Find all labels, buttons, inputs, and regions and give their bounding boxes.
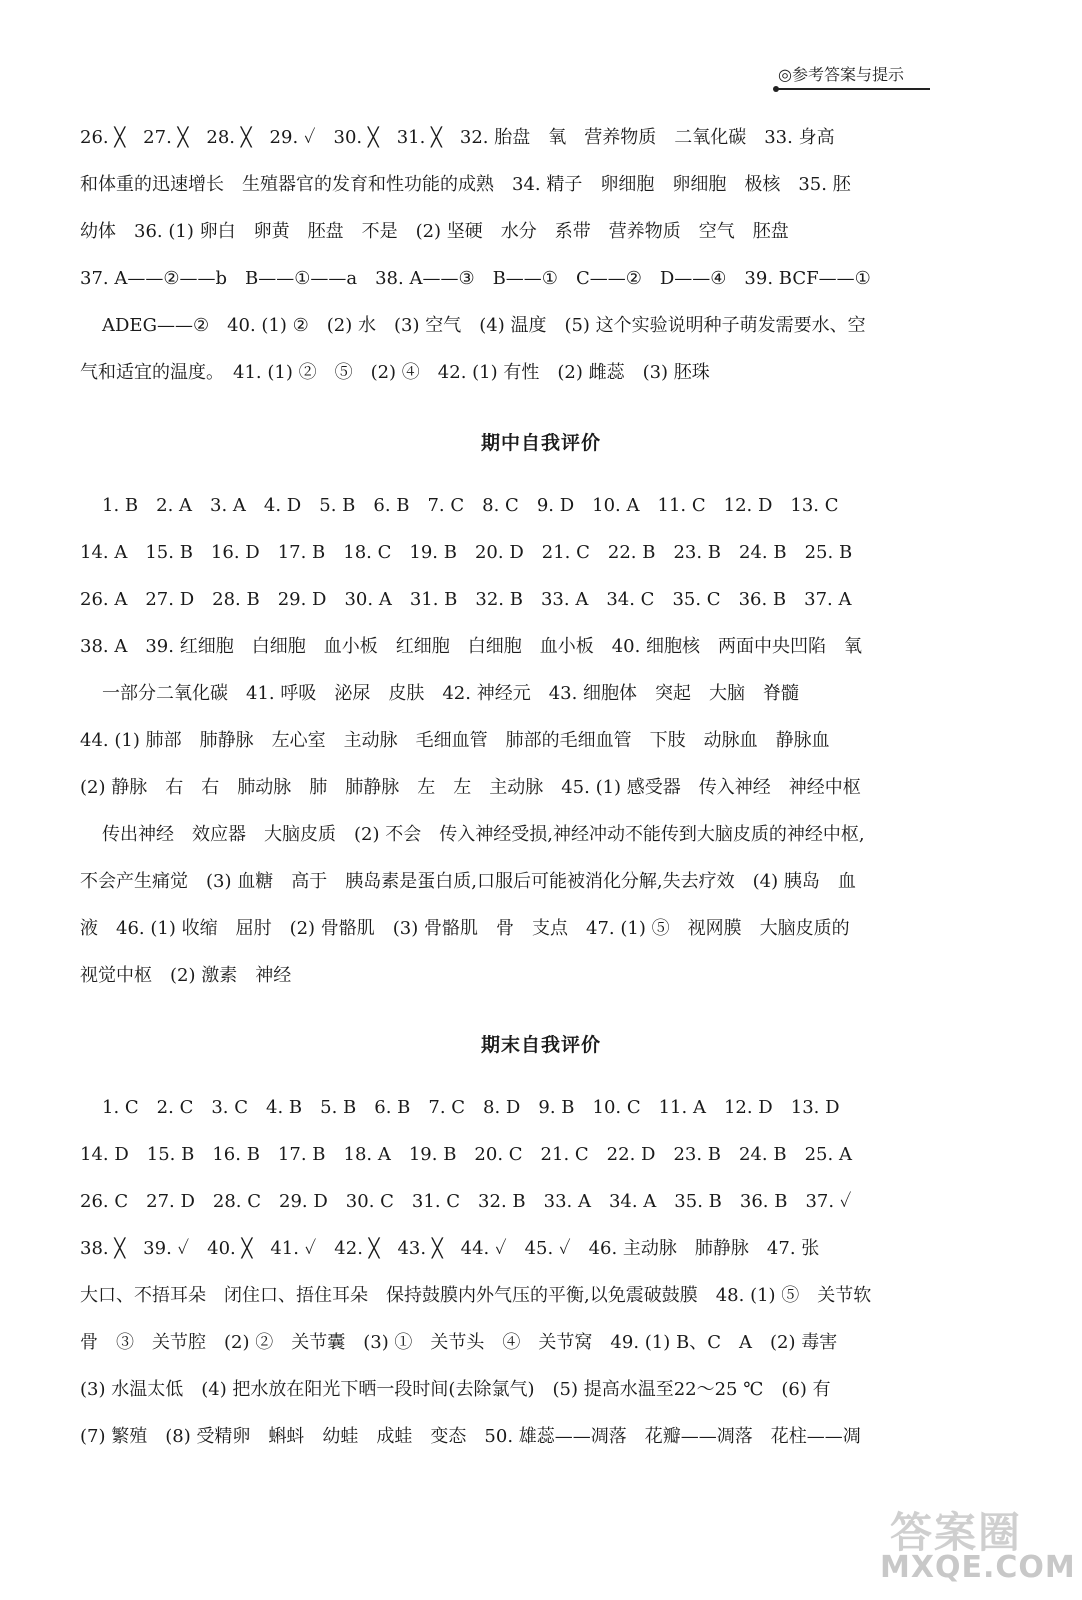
site-watermark — [880, 1500, 1076, 1590]
answer-line: 大口、不捂耳朵 闭住口、捂住耳朵 保持鼓膜内外气压的平衡,以免震破鼓膜 48. (1) ⑤ 关节软 — [80, 1285, 872, 1306]
answer-line: 44. (1) 肺部 肺静脉 左心室 主动脉 毛细血管 肺部的毛细血管 下肢 动脉血 静脉血 — [80, 730, 830, 751]
answer-line: 26. ╳ 27. ╳ 28. ╳ 29. ✓ 30. ╳ 31. ╳ 32. 胎盘 氧 营养物质 二氧化碳 33. 身高 — [80, 127, 835, 148]
answer-line: (3) 水温太低 (4) 把水放在阳光下晒一段时间(去除氯气) (5) 提高水温至22～25 ℃ (6) 有 — [80, 1379, 831, 1400]
answers-block-top — [80, 114, 932, 396]
answer-line: 14. D 15. B 16. B 17. B 18. A 19. B 20. C 21. C 22. D 23. B 24. B 25. A — [80, 1144, 852, 1165]
final-section-title: 期末自我评价 — [480, 1034, 601, 1056]
answer-line: 视觉中枢 (2) 激素 神经 — [80, 965, 292, 986]
answer-line: (2) 静脉 右 右 肺动脉 肺 肺静脉 左 左 主动脉 45. (1) 感受器 传入神经 神经中枢 — [80, 777, 861, 798]
answer-line: 不会产生痛觉 (3) 血糖 高于 胰岛素是蛋白质,口服后可能被消化分解,失去疗效 (4) 胰岛 血 — [80, 871, 856, 892]
answer-line: 37. A——②——b B——①——a 38. A——③ B——① C——② D——④ 39. BCF——① — [80, 268, 871, 289]
answer-line: 26. A 27. D 28. B 29. D 30. A 31. B 32. B 33. A 34. C 35. C 36. B 37. A — [80, 589, 852, 610]
midterm-section-title: 期中自我评价 — [480, 432, 601, 454]
answers-block-midterm — [80, 482, 932, 999]
answer-line: 38. A 39. 红细胞 白细胞 血小板 红细胞 白细胞 血小板 40. 细胞核 两面中央凹陷 氧 — [80, 636, 863, 657]
header-rule — [778, 88, 930, 90]
answer-line: 14. A 15. B 16. D 17. B 18. C 19. B 20. D 21. C 22. B 23. B 24. B 25. B — [80, 542, 853, 563]
answer-line: 骨 ③ 关节腔 (2) ② 关节囊 (3) ① 关节头 ④ 关节窝 49. (1) B、C A (2) 毒害 — [80, 1332, 838, 1353]
answer-line: 26. C 27. D 28. C 29. D 30. C 31. C 32. B 33. A 34. A 35. B 36. B 37. ✓ — [80, 1191, 852, 1212]
answer-line: 液 46. (1) 收缩 屈肘 (2) 骨骼肌 (3) 骨骼肌 骨 支点 47. (1) ⑤ 视网膜 大脑皮质的 — [80, 918, 850, 939]
watermark-url: MXQE.COM — [880, 1550, 1076, 1585]
answer-line: 38. ╳ 39. ✓ 40. ╳ 41. ✓ 42. ╳ 43. ╳ 44. ✓ 45. ✓ 46. 主动脉 肺静脉 47. 张 — [80, 1238, 820, 1259]
answer-line: 和体重的迅速增长 生殖器官的发育和性功能的成熟 34. 精子 卵细胞 卵细胞 极核 35. 胚 — [80, 174, 851, 195]
answer-line: ADEG——② 40. (1) ② (2) 水 (3) 空气 (4) 温度 (5) 这个实验说明种子萌发需要水、空 — [102, 315, 866, 336]
answer-line: 一部分二氧化碳 41. 呼吸 泌尿 皮肤 42. 神经元 43. 细胞体 突起 大脑 脊髓 — [102, 683, 800, 704]
answers-block-final — [80, 1084, 932, 1460]
watermark-logo-text: 答案圈 — [890, 1508, 1023, 1557]
answer-line: 传出神经 效应器 大脑皮质 (2) 不会 传入神经受损,神经冲动不能传到大脑皮质的神经中枢, — [102, 824, 865, 845]
answer-line: 1. C 2. C 3. C 4. B 5. B 6. B 7. C 8. D 9. B 10. C 11. A 12. D 13. D — [102, 1097, 840, 1118]
answer-line: (7) 繁殖 (8) 受精卵 蝌蚪 幼蛙 成蛙 变态 50. 雄蕊——凋落 花瓣——凋落 花柱——凋 — [80, 1426, 861, 1447]
page-header-title: ◎参考答案与提示 — [778, 65, 904, 84]
answer-line: 幼体 36. (1) 卵白 卵黄 胚盘 不是 (2) 坚硬 水分 系带 营养物质 空气 胚盘 — [80, 221, 789, 242]
answer-line: 气和适宜的温度。 41. (1) ② ⑤ (2) ④ 42. (1) 有性 (2) 雌蕊 (3) 胚珠 — [80, 362, 710, 383]
answer-line: 1. B 2. A 3. A 4. D 5. B 6. B 7. C 8. C 9. D 10. A 11. C 12. D 13. C — [102, 495, 839, 516]
